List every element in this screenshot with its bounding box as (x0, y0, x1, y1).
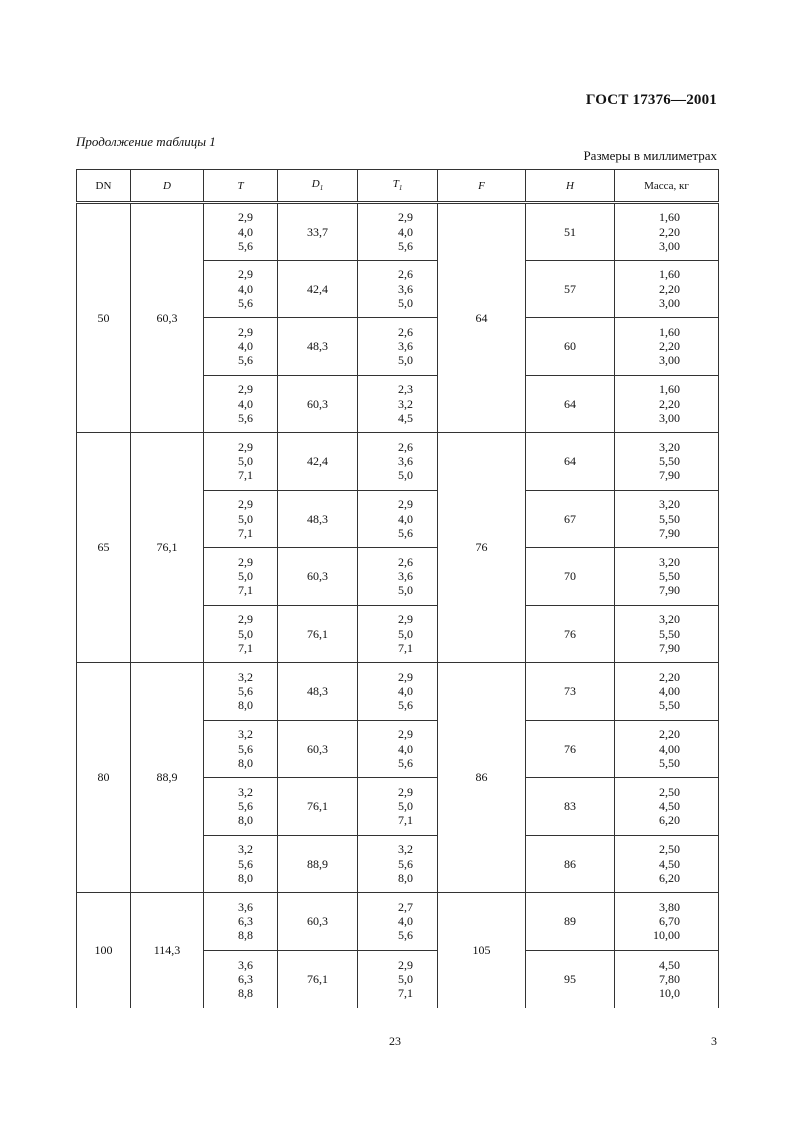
t1-cell (358, 720, 438, 778)
dimensions-table (76, 169, 719, 1008)
cell-line: 7,1 (398, 813, 413, 828)
d1-cell: 48,3 (278, 663, 358, 721)
cell-line: 2,9 (398, 727, 413, 742)
cell-line: 4,00 (659, 741, 680, 756)
cell-line: 8,0 (238, 813, 253, 828)
cell-line: 1,60 (659, 210, 680, 225)
cell-line: 5,6 (398, 698, 413, 713)
cell-line: 3,00 (659, 295, 680, 310)
mass-cell (615, 318, 719, 376)
cell-line: 4,0 (398, 914, 413, 929)
h-cell: 83 (526, 778, 615, 836)
d-cell: 76,1 (131, 433, 204, 663)
h-cell: 67 (526, 490, 615, 548)
t1-cell (358, 375, 438, 433)
cell-line: 2,20 (659, 281, 680, 296)
mass-cell (615, 835, 719, 893)
cell-line: 2,6 (398, 324, 413, 339)
cell-line: 2,20 (659, 339, 680, 354)
d1-cell: 42,4 (278, 433, 358, 491)
cell-line: 3,2 (398, 842, 413, 857)
cell-line: 10,00 (653, 928, 680, 943)
t-cell (204, 375, 278, 433)
cell-line: 5,6 (238, 410, 253, 425)
d1-cell: 60,3 (278, 375, 358, 433)
column-header-f: F (438, 170, 526, 203)
cell-line: 4,50 (659, 799, 680, 814)
cell-line: 2,9 (238, 324, 253, 339)
cell-line: 5,0 (398, 583, 413, 598)
page-number-right: 3 (711, 1034, 717, 1048)
cell-line: 2,20 (659, 396, 680, 411)
mass-cell (615, 950, 719, 1008)
mass-cell (615, 490, 719, 548)
t-cell (204, 490, 278, 548)
cell-line: 2,9 (238, 439, 253, 454)
h-cell: 64 (526, 375, 615, 433)
f-cell: 64 (438, 203, 526, 433)
cell-line: 4,0 (398, 741, 413, 756)
dn-cell: 50 (77, 203, 131, 433)
cell-line: 8,0 (238, 698, 253, 713)
t-cell (204, 548, 278, 606)
t1-cell (358, 260, 438, 318)
h-cell: 95 (526, 950, 615, 1008)
d1-cell: 42,4 (278, 260, 358, 318)
mass-cell (615, 433, 719, 491)
table-continuation-caption: Продолжение таблицы 1 (76, 134, 216, 149)
d-cell: 88,9 (131, 663, 204, 893)
cell-line: 2,50 (659, 784, 680, 799)
cell-line: 7,1 (238, 525, 253, 540)
cell-line: 5,0 (238, 511, 253, 526)
t1-cell (358, 950, 438, 1008)
column-header-h: H (526, 170, 615, 203)
cell-line: 7,90 (659, 640, 680, 655)
cell-line: 2,9 (238, 267, 253, 282)
t-cell (204, 203, 278, 261)
cell-line: 5,50 (659, 755, 680, 770)
cell-line: 4,0 (238, 281, 253, 296)
cell-line: 6,3 (238, 914, 253, 929)
cell-line: 2,6 (398, 439, 413, 454)
d1-cell: 88,9 (278, 835, 358, 893)
t1-cell (358, 203, 438, 261)
table-row (77, 893, 719, 951)
cell-line: 3,2 (398, 396, 413, 411)
column-header-mass: Масса, кг (615, 170, 719, 203)
cell-line: 2,9 (238, 382, 253, 397)
dn-cell: 65 (77, 433, 131, 663)
cell-line: 5,50 (659, 454, 680, 469)
cell-line: 7,80 (659, 971, 680, 986)
cell-line: 6,3 (238, 971, 253, 986)
cell-line: 3,20 (659, 554, 680, 569)
mass-cell (615, 663, 719, 721)
cell-line: 2,9 (398, 784, 413, 799)
cell-line: 5,0 (398, 971, 413, 986)
cell-line: 5,50 (659, 626, 680, 641)
d1-cell: 60,3 (278, 720, 358, 778)
cell-line: 5,6 (238, 856, 253, 871)
cell-line: 7,1 (238, 640, 253, 655)
cell-line: 2,9 (398, 957, 413, 972)
cell-line: 7,90 (659, 468, 680, 483)
table-row (77, 203, 719, 261)
mass-cell (615, 260, 719, 318)
t-cell (204, 318, 278, 376)
cell-line: 2,6 (398, 267, 413, 282)
cell-line: 3,00 (659, 238, 680, 253)
d1-cell: 60,3 (278, 893, 358, 951)
cell-line: 2,20 (659, 669, 680, 684)
cell-line: 8,0 (238, 755, 253, 770)
column-header-dn: DN (77, 170, 131, 203)
h-cell: 70 (526, 548, 615, 606)
cell-line: 6,70 (659, 914, 680, 929)
cell-line: 5,0 (398, 468, 413, 483)
cell-line: 10,0 (659, 986, 680, 1001)
t1-cell (358, 318, 438, 376)
column-header-d1 (278, 170, 358, 203)
dn-cell: 100 (77, 893, 131, 1008)
cell-line: 2,9 (238, 612, 253, 627)
cell-line: 5,6 (398, 856, 413, 871)
cell-line: 1,60 (659, 382, 680, 397)
cell-line: 3,6 (238, 957, 253, 972)
h-cell: 89 (526, 893, 615, 951)
d1-cell: 48,3 (278, 490, 358, 548)
cell-line: 5,6 (238, 238, 253, 253)
cell-line: 6,20 (659, 870, 680, 885)
t1-cell (358, 835, 438, 893)
cell-line: 7,90 (659, 525, 680, 540)
cell-line: 4,0 (238, 396, 253, 411)
column-header-d1-index: 1 (319, 184, 324, 193)
d-cell: 60,3 (131, 203, 204, 433)
table-header-row (77, 170, 719, 203)
cell-line: 8,0 (238, 870, 253, 885)
d1-cell: 76,1 (278, 950, 358, 1008)
cell-line: 7,1 (238, 583, 253, 598)
t1-cell (358, 605, 438, 663)
cell-line: 2,50 (659, 842, 680, 857)
cell-line: 8,8 (238, 986, 253, 1001)
cell-line: 2,7 (398, 899, 413, 914)
cell-line: 5,0 (238, 569, 253, 584)
t-cell (204, 950, 278, 1008)
cell-line: 7,1 (238, 468, 253, 483)
cell-line: 1,60 (659, 267, 680, 282)
column-header-t: T (204, 170, 278, 203)
column-header-t1-index: 1 (398, 184, 403, 193)
cell-line: 3,6 (398, 339, 413, 354)
cell-line: 4,50 (659, 957, 680, 972)
cell-line: 5,6 (238, 741, 253, 756)
cell-line: 2,6 (398, 554, 413, 569)
mass-cell (615, 893, 719, 951)
dn-cell: 80 (77, 663, 131, 893)
mass-cell (615, 203, 719, 261)
t-cell (204, 605, 278, 663)
column-header-d: D (131, 170, 204, 203)
cell-line: 3,2 (238, 784, 253, 799)
d1-cell: 60,3 (278, 548, 358, 606)
t-cell (204, 260, 278, 318)
t-cell (204, 663, 278, 721)
t-cell (204, 720, 278, 778)
t1-cell (358, 490, 438, 548)
mass-cell (615, 720, 719, 778)
column-header-t1-symbol: T (392, 178, 399, 191)
cell-line: 3,20 (659, 497, 680, 512)
table-row (77, 433, 719, 491)
table-row (77, 663, 719, 721)
cell-line: 2,9 (398, 497, 413, 512)
standard-title: ГОСТ 17376—2001 (585, 92, 717, 108)
cell-line: 3,20 (659, 612, 680, 627)
cell-line: 5,0 (398, 799, 413, 814)
cell-line: 2,20 (659, 727, 680, 742)
f-cell: 86 (438, 663, 526, 893)
column-header-t1 (358, 170, 438, 203)
cell-line: 5,50 (659, 569, 680, 584)
cell-line: 2,9 (238, 554, 253, 569)
cell-line: 6,20 (659, 813, 680, 828)
cell-line: 4,0 (238, 339, 253, 354)
cell-line: 2,9 (238, 210, 253, 225)
cell-line: 3,6 (238, 899, 253, 914)
cell-line: 5,6 (398, 928, 413, 943)
cell-line: 1,60 (659, 324, 680, 339)
h-cell: 64 (526, 433, 615, 491)
cell-line: 8,8 (238, 928, 253, 943)
cell-line: 4,5 (398, 410, 413, 425)
units-caption: Размеры в миллиметрах (583, 148, 717, 163)
mass-cell (615, 778, 719, 836)
cell-line: 3,2 (238, 842, 253, 857)
mass-cell (615, 548, 719, 606)
cell-line: 2,9 (398, 669, 413, 684)
h-cell: 57 (526, 260, 615, 318)
t-cell (204, 433, 278, 491)
cell-line: 5,50 (659, 511, 680, 526)
t1-cell (358, 778, 438, 836)
cell-line: 5,6 (238, 353, 253, 368)
d1-cell: 48,3 (278, 318, 358, 376)
mass-cell (615, 605, 719, 663)
h-cell: 60 (526, 318, 615, 376)
cell-line: 3,20 (659, 439, 680, 454)
cell-line: 5,6 (238, 799, 253, 814)
cell-line: 3,6 (398, 569, 413, 584)
cell-line: 5,6 (398, 238, 413, 253)
cell-line: 5,6 (398, 755, 413, 770)
cell-line: 4,0 (398, 511, 413, 526)
h-cell: 86 (526, 835, 615, 893)
cell-line: 5,6 (238, 684, 253, 699)
h-cell: 73 (526, 663, 615, 721)
t-cell (204, 778, 278, 836)
cell-line: 2,20 (659, 224, 680, 239)
d1-cell: 76,1 (278, 778, 358, 836)
t-cell (204, 893, 278, 951)
cell-line: 5,0 (398, 353, 413, 368)
cell-line: 5,0 (398, 626, 413, 641)
cell-line: 4,00 (659, 684, 680, 699)
cell-line: 5,0 (238, 454, 253, 469)
cell-line: 3,2 (238, 669, 253, 684)
t1-cell (358, 433, 438, 491)
h-cell: 76 (526, 605, 615, 663)
t1-cell (358, 663, 438, 721)
d1-cell: 76,1 (278, 605, 358, 663)
d-cell: 114,3 (131, 893, 204, 1008)
cell-line: 3,6 (398, 454, 413, 469)
cell-line: 3,80 (659, 899, 680, 914)
cell-line: 2,9 (238, 497, 253, 512)
page-number-center: 23 (389, 1034, 401, 1048)
cell-line: 2,3 (398, 382, 413, 397)
cell-line: 4,0 (398, 684, 413, 699)
d1-cell: 33,7 (278, 203, 358, 261)
cell-line: 3,2 (238, 727, 253, 742)
table-body (77, 203, 719, 1008)
cell-line: 4,0 (398, 224, 413, 239)
cell-line: 5,0 (398, 295, 413, 310)
f-cell: 76 (438, 433, 526, 663)
cell-line: 2,9 (398, 612, 413, 627)
cell-line: 2,9 (398, 210, 413, 225)
h-cell: 76 (526, 720, 615, 778)
t1-cell (358, 548, 438, 606)
cell-line: 5,0 (238, 626, 253, 641)
column-header-d1-symbol: D (311, 178, 320, 191)
cell-line: 4,50 (659, 856, 680, 871)
mass-cell (615, 375, 719, 433)
cell-line: 7,1 (398, 640, 413, 655)
cell-line: 3,00 (659, 410, 680, 425)
cell-line: 7,1 (398, 986, 413, 1001)
t-cell (204, 835, 278, 893)
cell-line: 5,6 (398, 525, 413, 540)
cell-line: 3,6 (398, 281, 413, 296)
cell-line: 4,0 (238, 224, 253, 239)
cell-line: 8,0 (398, 870, 413, 885)
t1-cell (358, 893, 438, 951)
h-cell: 51 (526, 203, 615, 261)
f-cell: 105 (438, 893, 526, 1008)
cell-line: 5,6 (238, 295, 253, 310)
cell-line: 5,50 (659, 698, 680, 713)
cell-line: 7,90 (659, 583, 680, 598)
cell-line: 3,00 (659, 353, 680, 368)
